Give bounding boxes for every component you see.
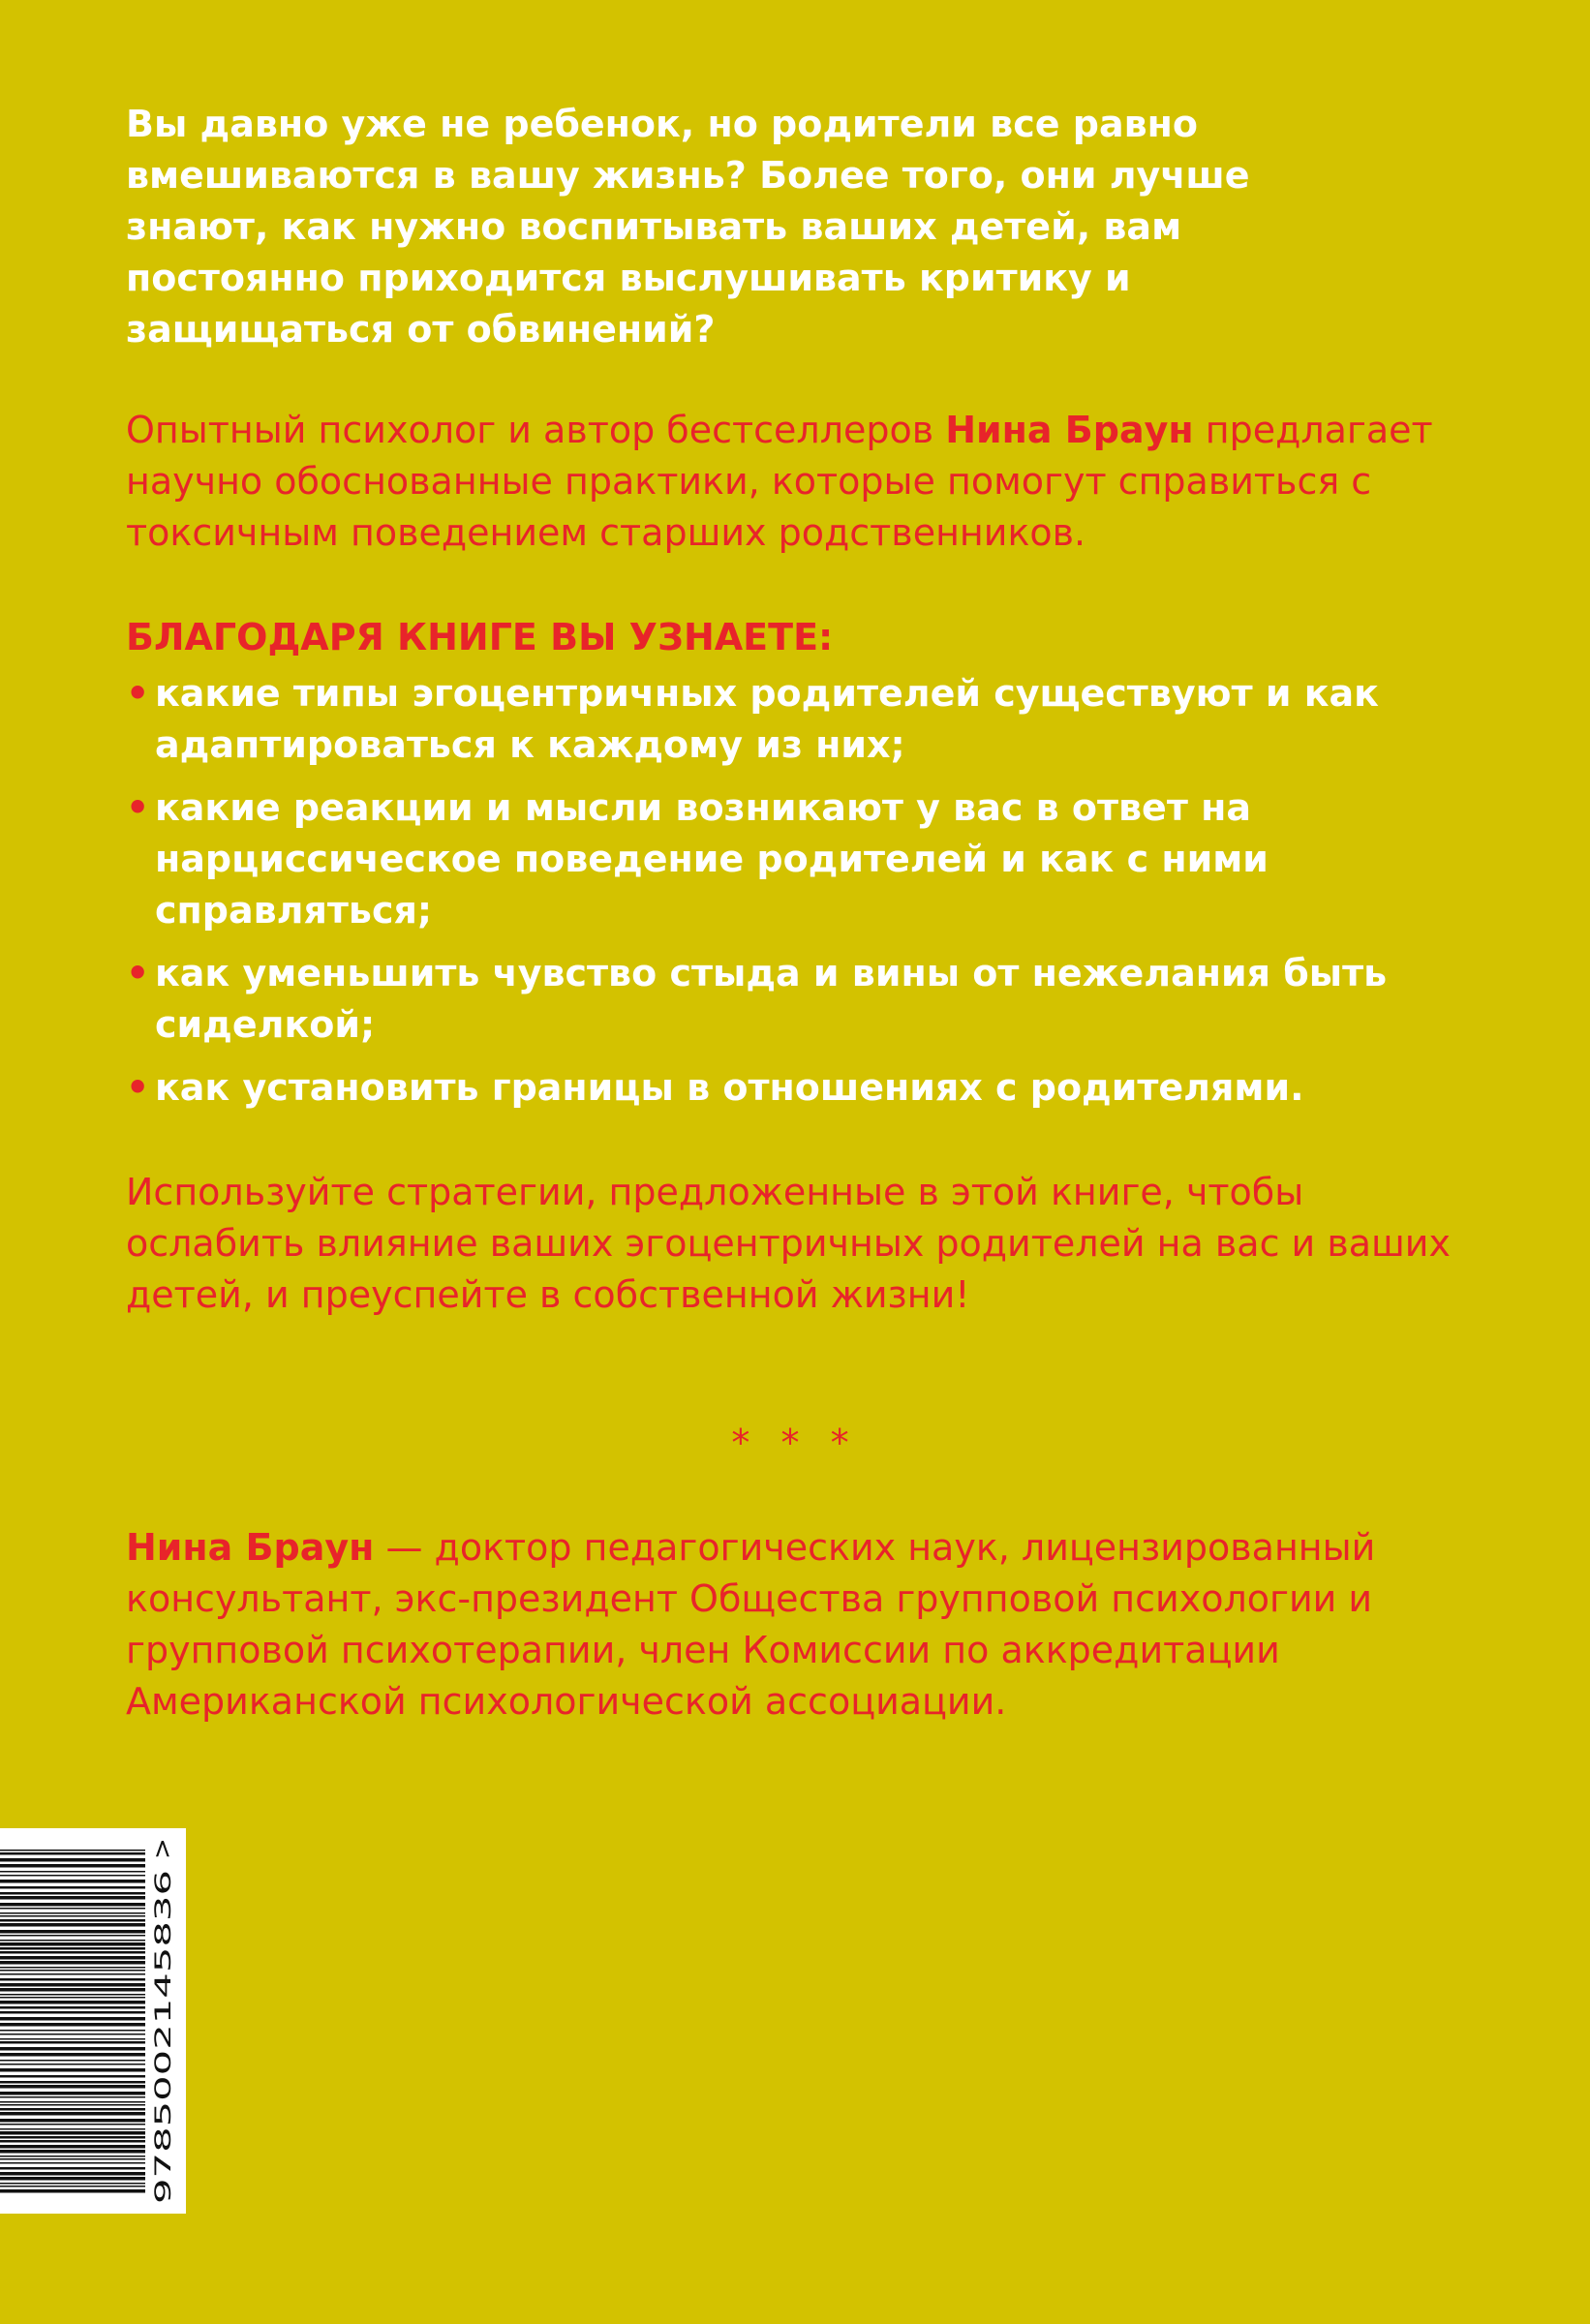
barcode-arrow-icon: > bbox=[148, 1838, 177, 1859]
list-item-text: какие реакции и мысли возникают у вас в ответ на нарциссическое поведение родителей и как с ними справляться; bbox=[155, 786, 1269, 932]
benefits-list bbox=[126, 668, 1423, 1125]
barcode-bar bbox=[0, 2108, 145, 2111]
barcode-bar bbox=[0, 2030, 145, 2032]
barcode-bar bbox=[0, 2112, 145, 2116]
list-item bbox=[126, 1062, 1423, 1114]
barcode-bar bbox=[0, 2041, 145, 2044]
barcode-bar bbox=[0, 2006, 145, 2009]
barcode-bar bbox=[0, 2101, 145, 2103]
barcode-bar bbox=[0, 1994, 145, 1996]
barcode-bar bbox=[0, 2104, 145, 2106]
list-item-text: какие типы эгоцентричных родителей существуют и как адаптироваться к каждому из них; bbox=[155, 672, 1379, 766]
barcode-bar bbox=[0, 2172, 145, 2176]
barcode-bar bbox=[0, 1997, 145, 1999]
description-author-name: Нина Браун bbox=[945, 409, 1194, 451]
description-lead: Опытный психолог и автор бестселлеров bbox=[126, 409, 934, 451]
barcode-bar bbox=[0, 1961, 145, 1965]
barcode-bar bbox=[0, 1850, 145, 1851]
barcode-bar bbox=[0, 1915, 145, 1917]
description-paragraph bbox=[126, 405, 1482, 559]
section-separator: * * * bbox=[731, 1422, 859, 1464]
barcode-bar bbox=[0, 1940, 145, 1942]
outro-paragraph: Используйте стратегии, предложенные в этой книге, чтобы ослабить влияние ваших эгоцентричных родителей на вас и ваших детей, и преуспейте в собственной жизни! bbox=[126, 1171, 1451, 1316]
barcode-bar bbox=[0, 2140, 145, 2143]
barcode-bar bbox=[0, 2162, 145, 2164]
barcode-bar bbox=[0, 2136, 145, 2139]
list-title: БЛАГОДАРЯ КНИГЕ ВЫ УЗНАЕТЕ: bbox=[126, 616, 834, 658]
barcode-bar bbox=[0, 2183, 145, 2185]
barcode-bar bbox=[0, 1951, 145, 1954]
barcode-bar bbox=[0, 1852, 145, 1855]
barcode-bar bbox=[0, 2156, 145, 2157]
bullet-icon: • bbox=[126, 1066, 150, 1109]
barcode-bar bbox=[0, 1858, 145, 1862]
barcode-bar bbox=[0, 2017, 145, 2021]
barcode-bar bbox=[0, 2131, 145, 2135]
barcode-bar bbox=[0, 2092, 145, 2095]
barcode-bar bbox=[0, 2060, 145, 2062]
barcode-bar bbox=[0, 1903, 145, 1907]
author-bio-name: Нина Браун bbox=[126, 1526, 375, 1569]
barcode-bar bbox=[0, 2064, 145, 2065]
barcode-bar bbox=[0, 1908, 145, 1910]
barcode-bar bbox=[0, 1956, 145, 1960]
barcode-bar bbox=[0, 1886, 145, 1889]
barcode-bar bbox=[0, 1942, 145, 1946]
barcode-bar bbox=[0, 1864, 145, 1868]
barcode-bar bbox=[0, 1896, 145, 1900]
isbn-barcode bbox=[0, 1828, 186, 2214]
barcode-bar bbox=[0, 2011, 145, 2014]
barcode-bar bbox=[0, 2177, 145, 2181]
barcode-bar bbox=[0, 2001, 145, 2004]
barcode-bar bbox=[0, 1983, 145, 1987]
list-item bbox=[126, 782, 1423, 936]
barcode-bar bbox=[0, 2053, 145, 2057]
barcode-bar bbox=[0, 1967, 145, 1969]
barcode-digits: 9785002145836 bbox=[152, 2028, 176, 2204]
barcode-bar bbox=[0, 2150, 145, 2154]
barcode-bar bbox=[0, 1978, 145, 1981]
barcode-bar bbox=[0, 2119, 145, 2123]
barcode-bar bbox=[0, 1892, 145, 1895]
barcode-bar bbox=[0, 1947, 145, 1950]
barcode-bar bbox=[0, 2085, 145, 2089]
description-rest: предлагает научно обоснованные практики, которые помогут справиться с токсичным поведением старших родственников. bbox=[126, 409, 1433, 554]
bullet-icon: • bbox=[126, 952, 150, 994]
list-item-text: как уменьшить чувство стыда и вины от нежелания быть сиделкой; bbox=[155, 952, 1388, 1046]
bullet-icon: • bbox=[126, 786, 150, 829]
list-item bbox=[126, 668, 1423, 771]
barcode-bar bbox=[0, 1970, 145, 1972]
barcode-bar bbox=[0, 2075, 145, 2078]
barcode-bars bbox=[0, 1850, 145, 2193]
barcode-bar bbox=[0, 2158, 145, 2160]
list-item bbox=[126, 948, 1423, 1051]
barcode-bar bbox=[0, 2023, 145, 2027]
barcode-bar bbox=[0, 2038, 145, 2040]
barcode-graphic bbox=[0, 1828, 186, 2214]
barcode-bar bbox=[0, 2047, 145, 2051]
barcode-bar bbox=[0, 1930, 145, 1934]
barcode-bar bbox=[0, 2189, 145, 2193]
intro-paragraph: Вы давно уже не ребенок, но родители все равно вмешиваются в вашу жизнь? Более того, они лучше знают, как нужно воспитывать ваших детей, вам постоянно приходится выслушивать критику и защищаться от обвинений? bbox=[126, 103, 1250, 351]
barcode-bar bbox=[0, 1919, 145, 1922]
author-bio-text: — доктор педагогических наук, лицензированный консультант, экс-президент Общества групповой психологии и групповой психотерапии, член Комиссии по аккредитации Американской психологической ассоциации. bbox=[126, 1526, 1376, 1723]
barcode-bar bbox=[0, 1871, 145, 1873]
barcode-bar bbox=[0, 1912, 145, 1914]
author-bio bbox=[126, 1522, 1520, 1728]
barcode-bar bbox=[0, 2186, 145, 2187]
bullet-icon: • bbox=[126, 672, 150, 715]
barcode-bar bbox=[0, 1875, 145, 1877]
barcode-bar bbox=[0, 2145, 145, 2149]
barcode-bar bbox=[0, 2096, 145, 2098]
barcode-bar bbox=[0, 2068, 145, 2072]
barcode-bar bbox=[0, 2034, 145, 2035]
list-item-text: как установить границы в отношениях с родителями. bbox=[155, 1066, 1304, 1109]
barcode-bar bbox=[0, 2124, 145, 2125]
barcode-bar bbox=[0, 1973, 145, 1975]
barcode-bar bbox=[0, 1935, 145, 1937]
barcode-bar bbox=[0, 1923, 145, 1927]
barcode-bar bbox=[0, 1880, 145, 1883]
barcode-bar bbox=[0, 2128, 145, 2130]
barcode-bar bbox=[0, 2081, 145, 2084]
barcode-bar bbox=[0, 2167, 145, 2170]
barcode-bar bbox=[0, 1988, 145, 1992]
